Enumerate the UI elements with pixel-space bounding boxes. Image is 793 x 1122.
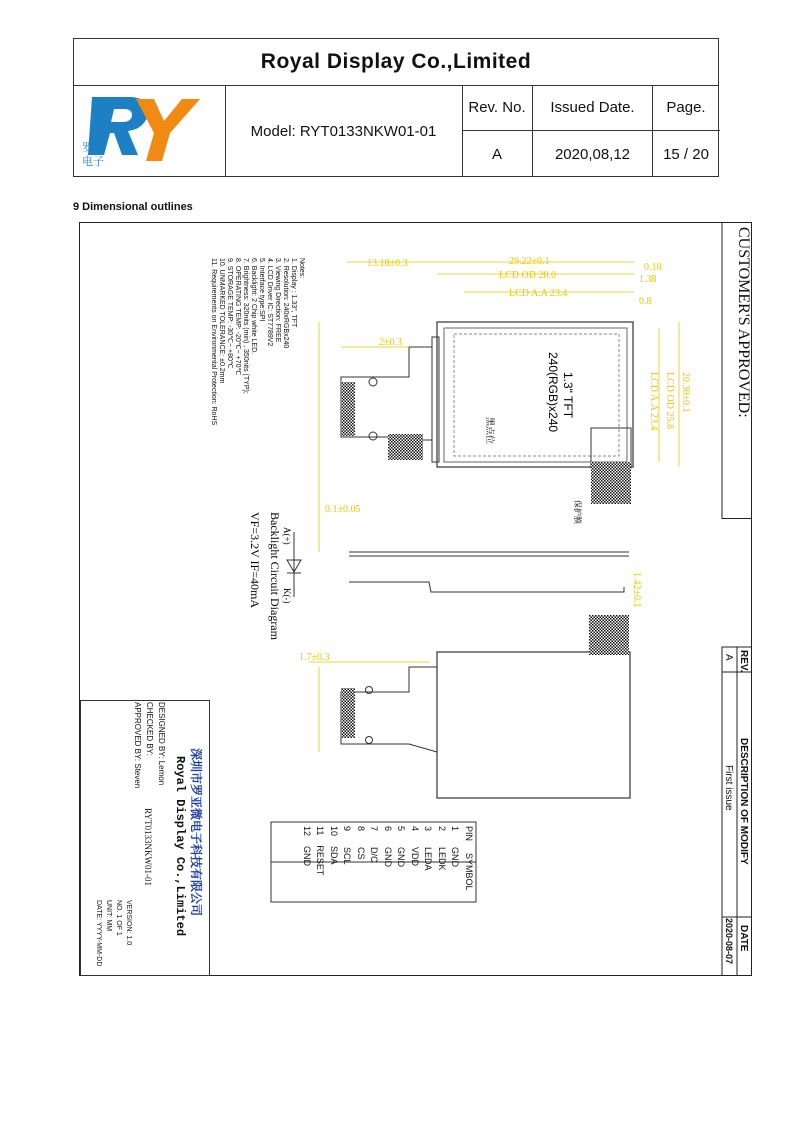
rev-value: A	[462, 131, 533, 177]
svg-text:K(-): K(-)	[282, 588, 292, 604]
rev-table-header-desc: DESCRIPTION OF MODIFY	[738, 738, 749, 865]
document-header	[73, 38, 719, 177]
rev-table-header-date: DATE	[738, 925, 749, 952]
backlight-title: Backlight Circuit Diagram	[268, 512, 282, 640]
dim-0-18: 0.18	[644, 262, 662, 273]
logo-cn-2: 电子	[82, 155, 104, 168]
svg-text:1.42±0.1: 1.42±0.1	[631, 572, 642, 608]
issued-header: Issued Date.	[533, 85, 653, 130]
dimension-lines	[309, 262, 679, 752]
dim-lcd-od-28: LCD OD 28.0	[499, 270, 556, 281]
rev-header: Rev. No.	[462, 85, 533, 130]
panel-size-label: 1.3" TFT	[561, 372, 575, 419]
tft-module-front	[432, 322, 633, 504]
svg-text:A(+): A(+)	[282, 527, 292, 545]
page-value: 15 / 20	[663, 145, 709, 163]
svg-text:LCD A.A 23.4: LCD A.A 23.4	[648, 372, 659, 431]
rev-table-rev: A	[723, 654, 734, 661]
company-logo	[74, 85, 226, 177]
title-block-company-cn: 深圳市罗亚微电子科技有限公司	[189, 748, 203, 917]
panel-mark-label: 黑点位	[484, 417, 494, 445]
dim-0-8: 0.8	[639, 296, 652, 307]
ry-logo-icon	[74, 85, 224, 177]
backlight-spec: VF=3.2V IF=40mA	[248, 512, 262, 608]
customer-approved-label: CUSTOMER'S APPROVED:	[735, 227, 752, 418]
pin-table-text: PIN SYMBOL 1 GND 2 LEDK 3 LEDA 4 VDD 5 GND 6 GND 7 D/C 8 CS 9 SCL 10 SDA 11 RESET 12 GND	[302, 826, 474, 891]
issued-value: 2020,08,12	[533, 131, 653, 177]
film-label: 保护膜	[573, 500, 582, 524]
title-block-drawing-no: RYT0133NKW01-01	[143, 808, 153, 886]
svg-text:20.30±0.1: 20.30±0.1	[680, 372, 691, 413]
vertical-dim-labels	[631, 372, 691, 608]
notes-block: Notes: 1. Display : 1.33", TFT 2. Resolution: 240xRGBx240 3. Viewing Direction: FREE 4. LCD Driver IC: ST7789V2 5. Interface type:SPI 6. Backlight: 2 Chip white LED. 7. Brightness: 320nits (min) , 350nits (TYP); 8. OPERATING TEMP: -20℃~ +70℃ 9. STORAGE TEMP: -30℃~ +80℃ 10. UNMARKED TOLERANCE: ±0.2mm 11. Requirements on Environmental Protection: RoHS	[210, 258, 305, 426]
dim-1-7: 1.7±0.3	[299, 652, 330, 663]
backlight-circuit	[248, 512, 301, 641]
notes-title: Notes:	[298, 258, 305, 279]
fpc-contacts	[341, 382, 355, 436]
section-title: 9 Dimensional outlines	[73, 201, 193, 213]
fpc-front	[341, 347, 432, 460]
protective-film-tab	[591, 462, 631, 504]
logo-cn-1: 罗亚	[82, 141, 104, 154]
dim-lcd-aa-23: LCD A.A 23.4	[509, 288, 568, 299]
dim-0-1: 0.1±0.05	[325, 504, 361, 515]
rev-table-header-rev: REV.	[738, 650, 749, 673]
rev-table-date: 2020-08-07	[724, 918, 734, 965]
stiffener	[388, 434, 423, 460]
model-number: Model: RYT0133NKW01-01	[225, 85, 463, 177]
dim-1-38: 1.38	[639, 274, 657, 285]
rev-table-desc: First issue	[723, 765, 734, 811]
dimension-labels	[299, 256, 662, 663]
dim-13-18: 13.18±0.3	[367, 258, 408, 269]
dim-2: 2±0.3	[379, 337, 402, 348]
title-block-designed: DESIGNED BY: Lemon CHECKED BY: APPROVED BY: Steven	[133, 702, 166, 789]
title-block-meta: VERSION: 1.0 NO. 1 OF 1 UNIT: MM DATE: YYYY-MM-DD	[95, 900, 132, 967]
page-header: Page.	[666, 99, 706, 116]
tft-module-back	[341, 615, 630, 798]
svg-text:LCD OD 25.8: LCD OD 25.8	[664, 372, 675, 429]
title-block-company-en: Royal Display Co.,Limited	[173, 756, 187, 937]
side-view	[349, 552, 629, 592]
company-name: Royal Display Co.,Limited	[74, 39, 718, 86]
panel-resolution-label: 240(RGB)x240	[546, 352, 560, 433]
dim-29-22: 29.22±0.1	[509, 256, 550, 267]
